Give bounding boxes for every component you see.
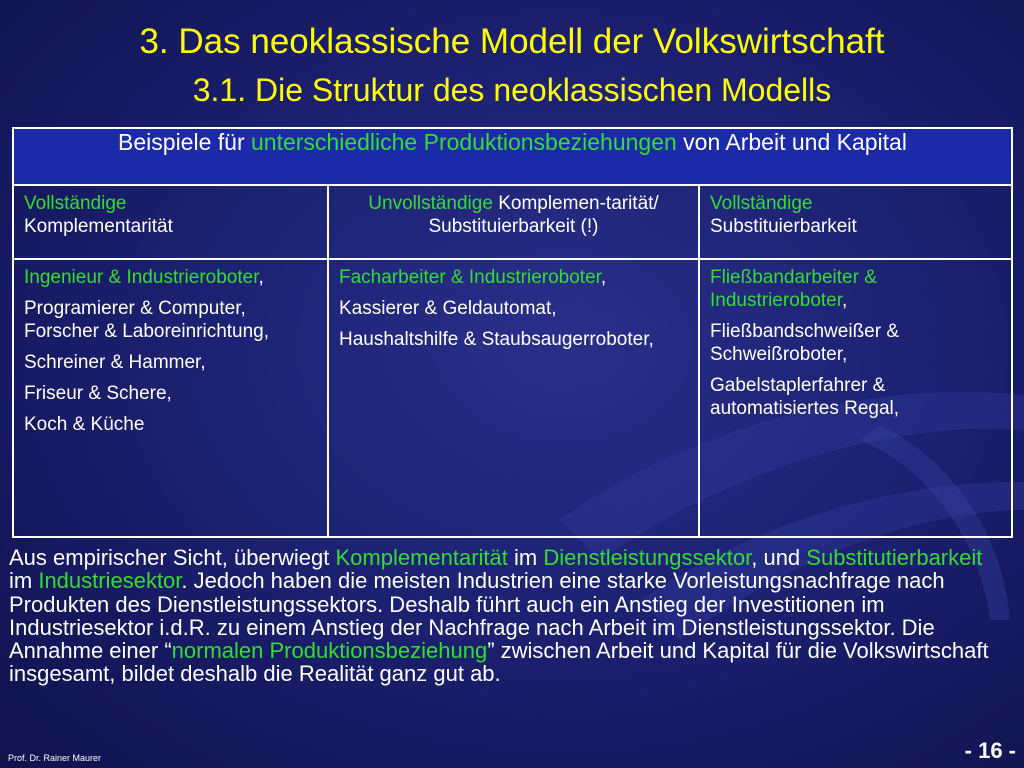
paragraph-highlight: normalen Produktionsbeziehung: [171, 638, 488, 664]
item-text: Koch & Küche: [24, 414, 145, 435]
production-relations-table: [12, 127, 1013, 538]
item-text: Programierer & Computer, Forscher & Laboreinrichtung,: [24, 298, 270, 342]
item-highlight: Facharbeiter & Industrieroboter: [339, 267, 601, 288]
paragraph-highlight: Komplementarität: [335, 545, 508, 570]
item-text: Haushaltshilfe & Staubsaugerroboter,: [339, 329, 654, 350]
list-item: [710, 266, 1001, 312]
item-text: ,: [842, 290, 848, 311]
item-text: Schreiner & Hammer,: [24, 352, 206, 373]
page-number: - 16 -: [964, 738, 1016, 763]
column-heading-highlight: Vollständige: [710, 193, 813, 214]
paragraph-highlight: Dienstleistungssektor: [543, 545, 752, 570]
column-heading-highlight: Vollständige: [24, 193, 127, 214]
item-text: ,: [258, 267, 264, 288]
item-text: Kassierer & Geldautomat,: [339, 298, 557, 319]
slide-subtitle: 3.1. Die Struktur des neoklassischen Modells: [192, 72, 832, 108]
header-highlight: unterschiedliche Produktionsbeziehungen: [251, 129, 677, 155]
list-item: [24, 382, 317, 405]
list-item: [339, 328, 688, 351]
list-item: [24, 297, 317, 343]
header-text-pre: Beispiele für: [118, 129, 251, 155]
item-highlight: Ingenieur & Industrieroboter: [24, 267, 259, 288]
paragraph-text: , und: [751, 545, 807, 570]
author-footer: Prof. Dr. Rainer Maurer: [8, 753, 102, 763]
item-text: Friseur & Schere,: [24, 383, 172, 404]
paragraph-text: ” zwischen Arbeit und Kapital für die Volkswirtschaft insgesamt, bildet deshalb die Realität ganz gut ab.: [9, 638, 989, 687]
column-heading-rest: Substituierbarkeit: [710, 216, 857, 237]
slide-title: 3. Das neoklassische Modell der Volkswirtschaft: [139, 22, 885, 61]
table-header: [13, 128, 1012, 185]
column-examples-partial: [328, 259, 699, 537]
conclusion-paragraph: [9, 546, 1009, 686]
column-heading-rest: Komplementarität: [24, 216, 173, 237]
column-heading-complementarity: [13, 185, 328, 259]
paragraph-text: im: [9, 568, 39, 594]
list-item: [710, 374, 1001, 420]
list-item: [710, 320, 1001, 366]
item-highlight: Fließbandarbeiter & Industrieroboter: [710, 267, 877, 311]
column-heading-substitutability: [699, 185, 1012, 259]
column-heading-partial: [328, 185, 699, 259]
paragraph-highlight: Industriesektor: [38, 568, 182, 594]
column-heading-rest: Komplemen-tarität/ Substituierbarkeit (!): [428, 193, 659, 237]
column-heading-highlight: Unvollständige: [368, 193, 493, 214]
list-item: [24, 266, 317, 289]
list-item: [339, 266, 688, 289]
header-text-post: von Arbeit und Kapital: [676, 129, 907, 155]
paragraph-text: . Jedoch haben die meisten Industrien eine starke Vorleistungsnachfrage nach Produkten des Dienstleistungssektors. Deshalb führt auch ein Anstieg der Investitionen im Industriesektor i.d.R. zu einem Anstieg der Nachfrage nach Arbeit im Dienstleistungssektor. Die Annahme einer “: [9, 568, 945, 664]
paragraph-highlight: Substitutierbarkeit: [806, 545, 983, 570]
column-examples-substitutability: [699, 259, 1012, 537]
list-item: [339, 297, 688, 320]
list-item: [24, 413, 317, 436]
item-text: Fließbandschweißer & Schweißroboter,: [710, 321, 900, 365]
paragraph-text: im: [507, 545, 544, 570]
item-text: Gabelstaplerfahrer & automatisiertes Regal,: [710, 375, 900, 419]
paragraph-text: Aus empirischer Sicht, überwiegt: [9, 545, 336, 570]
list-item: [24, 351, 317, 374]
column-examples-complementarity: [13, 259, 328, 537]
item-text: ,: [600, 267, 607, 288]
